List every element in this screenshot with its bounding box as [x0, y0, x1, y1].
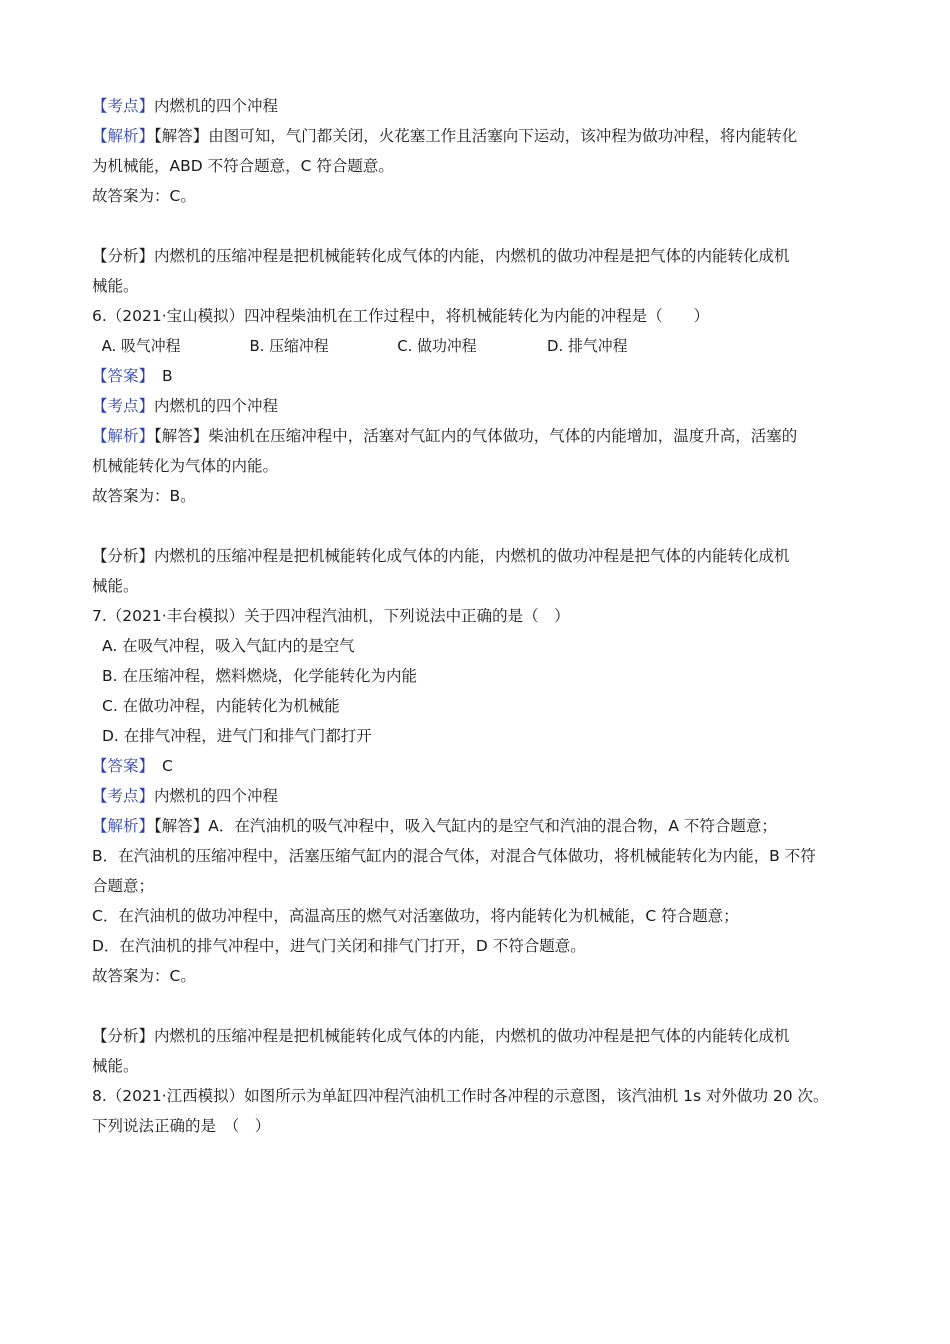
q7-fenxi-line: 【分析】内燃机的压缩冲程是把机械能转化成气体的内能，内燃机的做功冲程是把气体的内能转化成机 [92, 1027, 790, 1045]
daan-tag: 【答案】 [92, 367, 155, 385]
q5-fenxi-line-2: 械能。 [92, 277, 139, 295]
q8-stem-line-2: 下列说法正确的是 （ ） [92, 1117, 271, 1135]
q7-jiexi-line-3: 合题意； [92, 877, 155, 895]
kaodian-text: 内燃机的四个冲程 [154, 787, 279, 805]
q6-option-a: A. 吸气冲程 [101, 337, 181, 355]
q7-option-a: A. 在吸气冲程，吸入气缸内的是空气 [102, 637, 355, 655]
q7-stem: 7.（2021·丰台模拟）关于四冲程汽油机，下列说法中正确的是（ ） [92, 607, 570, 625]
daan-text: B [162, 367, 173, 385]
q6-jiexi-line-2: 机械能转化为气体的内能。 [92, 457, 279, 475]
q5-answer-line: 故答案为：C。 [92, 187, 196, 205]
q7-option-b: B. 在压缩冲程，燃料燃烧，化学能转化为内能 [102, 667, 417, 685]
q7-option-d: D. 在排气冲程，进气门和排气门都打开 [102, 727, 372, 745]
q7-jiexi-line [92, 816, 777, 836]
q6-fenxi-line: 【分析】内燃机的压缩冲程是把机械能转化成气体的内能，内燃机的做功冲程是把气体的内能转化成机 [92, 547, 790, 565]
q6-option-d: D. 排气冲程 [547, 337, 628, 355]
q7-daan-line [92, 756, 173, 776]
kaodian-text: 内燃机的四个冲程 [154, 97, 279, 115]
q7-kaodian-line [92, 786, 278, 806]
daan-tag: 【答案】 [92, 757, 155, 775]
q6-daan-line [92, 366, 173, 386]
q6-fenxi-line-2: 械能。 [92, 577, 139, 595]
q5-kaodian-line [92, 96, 278, 116]
q7-answer-line: 故答案为：C。 [92, 967, 196, 985]
kaodian-text: 内燃机的四个冲程 [154, 397, 279, 415]
q6-option-b: B. 压缩冲程 [249, 337, 329, 355]
q6-kaodian-line [92, 396, 278, 416]
q6-answer-line: 故答案为：B。 [92, 487, 196, 505]
q6-options-row [92, 336, 860, 356]
daan-text: C [162, 757, 173, 775]
q7-jiexi-line-4: C．在汽油机的做功冲程中，高温高压的燃气对活塞做功，将内能转化为机械能，C 符合题意； [92, 907, 739, 925]
q5-fenxi-line: 【分析】内燃机的压缩冲程是把机械能转化成气体的内能，内燃机的做功冲程是把气体的内能转化成机 [92, 247, 790, 265]
jiexi-text: 【解答】柴油机在压缩冲程中，活塞对气缸内的气体做功，气体的内能增加，温度升高，活塞的 [154, 427, 798, 445]
kaodian-tag: 【考点】 [92, 97, 155, 115]
q5-jiexi-line [92, 126, 797, 146]
q6-stem: 6.（2021·宝山模拟）四冲程柴油机在工作过程中，将机械能转化为内能的冲程是（ ） [92, 307, 710, 325]
kaodian-tag: 【考点】 [92, 787, 155, 805]
jiexi-tag: 【解析】 [92, 817, 155, 835]
jiexi-tag: 【解析】 [92, 427, 155, 445]
q6-option-c: C. 做功冲程 [397, 337, 477, 355]
q8-stem: 8.（2021·江西模拟）如图所示为单缸四冲程汽油机工作时各冲程的示意图，该汽油机 1s 对外做功 20 次。 [92, 1087, 829, 1105]
jiexi-text: 【解答】由图可知，气门都关闭，火花塞工作且活塞向下运动，该冲程为做功冲程，将内能转化 [154, 127, 798, 145]
q7-jiexi-line-5: D．在汽油机的排气冲程中，进气门关闭和排气门打开，D 不符合题意。 [92, 937, 586, 955]
kaodian-tag: 【考点】 [92, 397, 155, 415]
q7-jiexi-line-2: B．在汽油机的压缩冲程中，活塞压缩气缸内的混合气体，对混合气体做功，将机械能转化为内能，B 不符 [92, 847, 816, 865]
jiexi-text: 【解答】A．在汽油机的吸气冲程中，吸入气缸内的是空气和汽油的混合物，A 不符合题意； [154, 817, 777, 835]
q7-fenxi-line-2: 械能。 [92, 1057, 139, 1075]
q6-jiexi-line [92, 426, 797, 446]
jiexi-tag: 【解析】 [92, 127, 155, 145]
q5-jiexi-line-2: 为机械能，ABD 不符合题意，C 符合题意。 [92, 157, 394, 175]
q7-option-c: C. 在做功冲程，内能转化为机械能 [102, 697, 340, 715]
